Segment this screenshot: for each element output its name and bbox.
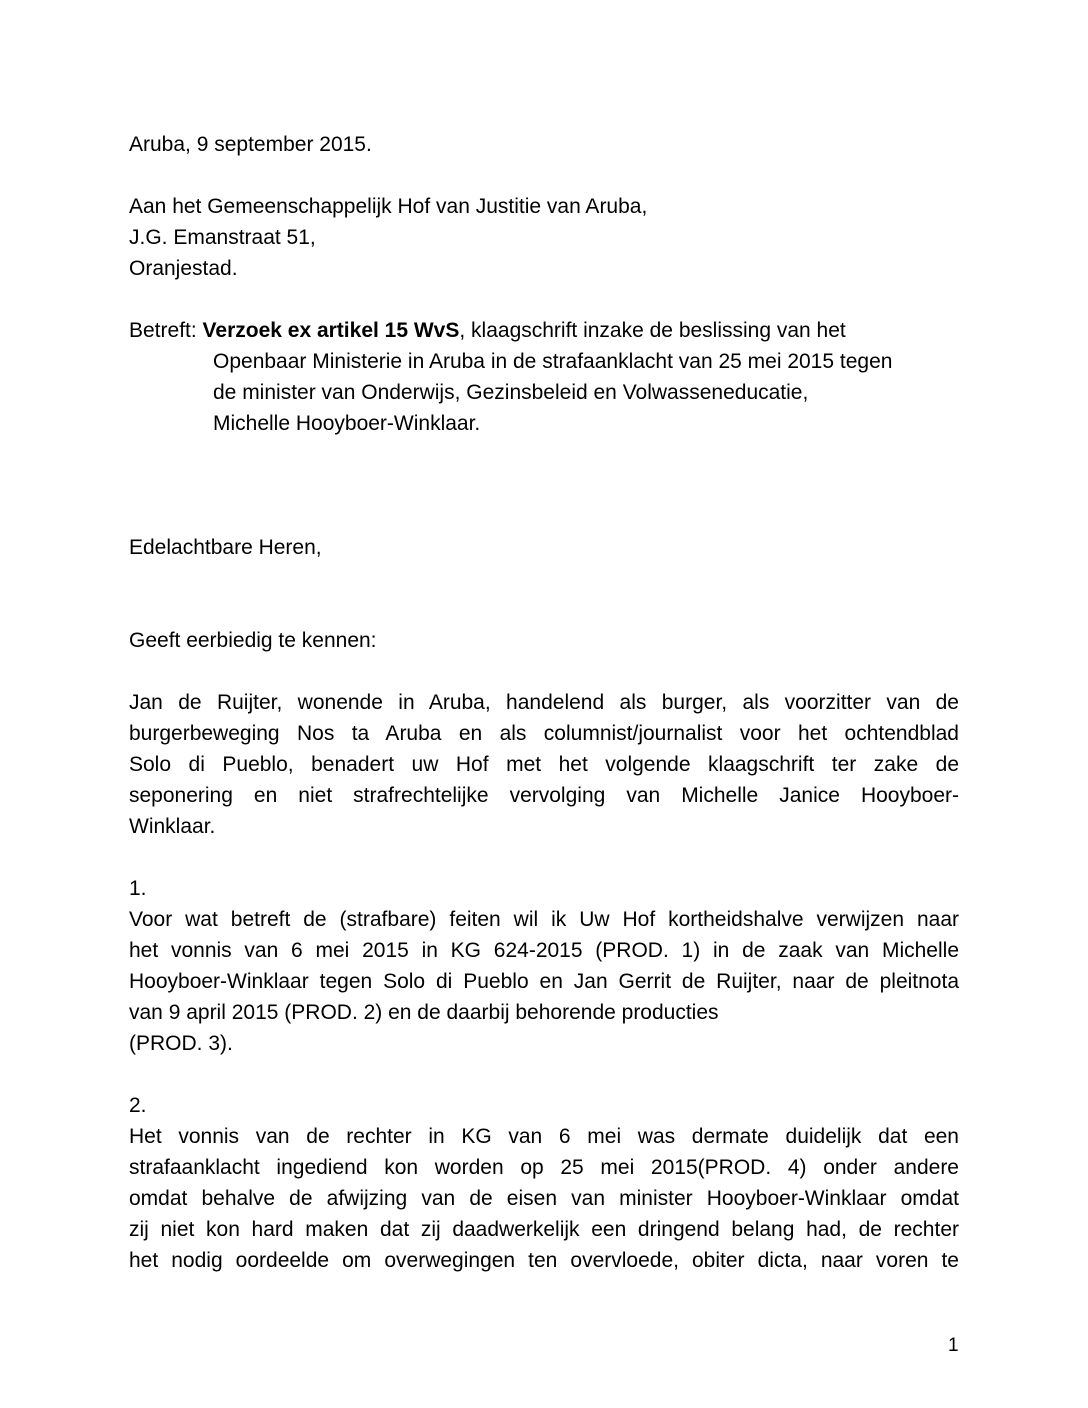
address-line-1: Aan het Gemeenschappelijk Hof van Justitie van Aruba, xyxy=(129,195,648,218)
address-line-3: Oranjestad. xyxy=(129,257,238,280)
subject-line-3: de minister van Onderwijs, Gezinsbeleid en Volwasseneducatie, xyxy=(213,381,809,404)
section-2-line: het nodig oordeelde om overwegingen ten overvloede, obiter dicta, naar voren te xyxy=(129,1249,959,1272)
address-line-2: J.G. Emanstraat 51, xyxy=(129,226,316,249)
paragraph-line: Winklaar. xyxy=(129,815,216,838)
section-2-line: strafaanklacht ingediend kon worden op 25 mei 2015(PROD. 4) onder andere xyxy=(129,1156,959,1179)
section-2-number: 2. xyxy=(129,1094,147,1117)
paragraph-line: Solo di Pueblo, benadert uw Hof met het volgende klaagschrift ter zake de xyxy=(129,753,959,776)
date-line: Aruba, 9 september 2015. xyxy=(129,133,372,156)
section-1-line: Hooyboer-Winklaar tegen Solo di Pueblo en Jan Gerrit de Ruijter, naar de pleitnota xyxy=(129,970,959,993)
section-2-line: Het vonnis van de rechter in KG van 6 mei was dermate duidelijk dat een xyxy=(129,1125,959,1148)
subject-line-4: Michelle Hooyboer-Winklaar. xyxy=(213,412,481,435)
section-1-number: 1. xyxy=(129,877,147,900)
section-1-line: (PROD. 3). xyxy=(129,1032,233,1055)
subject-bold: Verzoek ex artikel 15 WvS xyxy=(202,319,460,342)
subject-label: Betreft: xyxy=(129,319,197,342)
subject-line-1 xyxy=(129,315,846,346)
salutation: Edelachtbare Heren, xyxy=(129,536,322,559)
section-2-line: zij niet kon hard maken dat zij daadwerkelijk een dringend belang had, de rechter xyxy=(129,1218,959,1241)
paragraph-line: Jan de Ruijter, wonende in Aruba, handelend als burger, als voorzitter van de xyxy=(129,691,959,714)
section-1-line: van 9 april 2015 (PROD. 2) en de daarbij behorende producties xyxy=(129,1001,719,1024)
paragraph-line: seponering en niet strafrechtelijke vervolging van Michelle Janice Hooyboer- xyxy=(129,784,959,807)
page-number: 1 xyxy=(948,1335,959,1356)
paragraph-line: burgerbeweging Nos ta Aruba en als columnist/journalist voor het ochtendblad xyxy=(129,722,959,745)
subject-line1-rest: , klaagschrift inzake de beslissing van het xyxy=(459,319,846,342)
intro-line: Geeft eerbiedig te kennen: xyxy=(129,629,377,652)
section-1-line: Voor wat betreft de (strafbare) feiten wil ik Uw Hof kortheidshalve verwijzen naar xyxy=(129,908,959,931)
section-2-line: omdat behalve de afwijzing van de eisen van minister Hooyboer-Winklaar omdat xyxy=(129,1187,959,1210)
subject-line-2: Openbaar Ministerie in Aruba in de strafaanklacht van 25 mei 2015 tegen xyxy=(213,350,893,373)
section-1-line: het vonnis van 6 mei 2015 in KG 624-2015 (PROD. 1) in de zaak van Michelle xyxy=(129,939,959,962)
